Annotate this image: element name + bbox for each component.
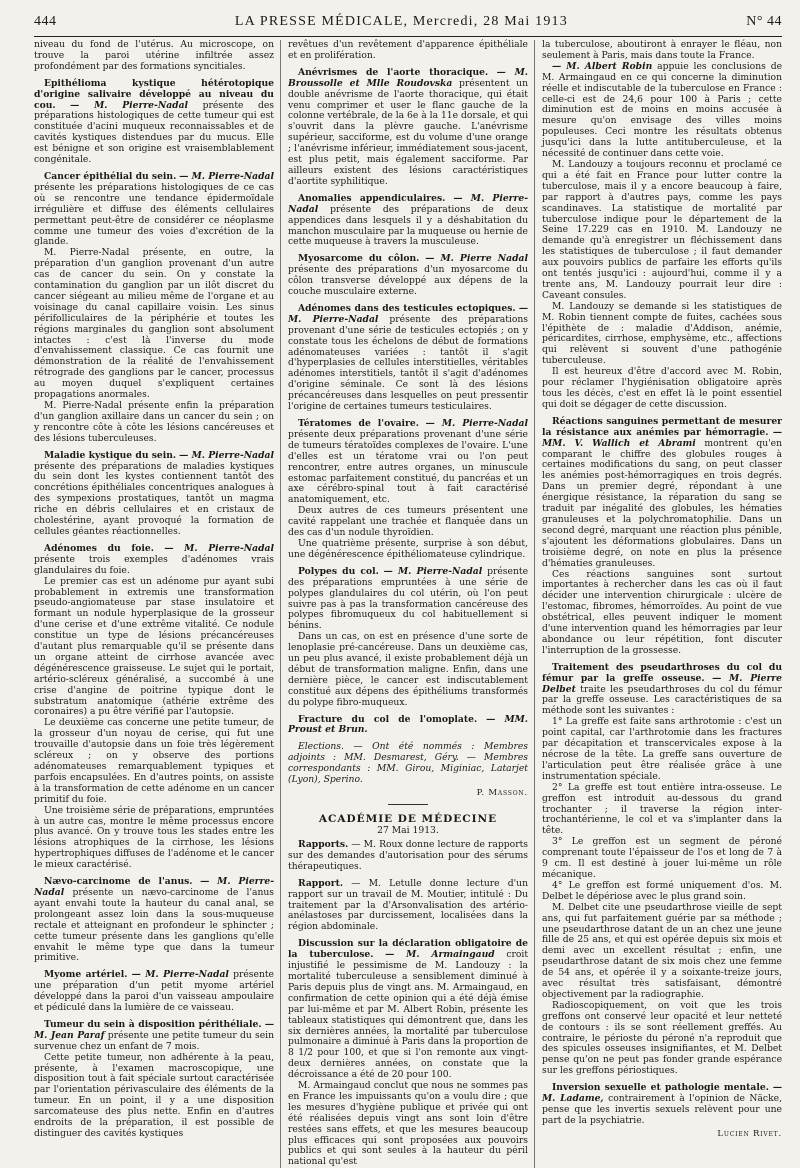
- column-1: [34, 40, 274, 1168]
- entry: Myome artériel. — M. Pierre-Nadal présente une préparation d'un petit myome artériel développé dans la paroi d'un vaisseau ampoulaire et pédiculé dans la lumière de ce vaisseau.: [34, 969, 274, 1014]
- publication-title: LA PRESSE MÉDICALE, Mercredi, 28 Mai 1913: [234, 14, 568, 29]
- entry: Fracture du col de l'omoplate. — MM. Proust et Brun.: [288, 713, 528, 736]
- paragraph: Il est heureux d'être d'accord avec M. Robin, pour réclamer l'hygiénisation obligatoire après tous les décès, c'est en effet là le point essentiel qui doit se dégager de cette discussion.: [542, 366, 782, 410]
- paragraph: M. Delbet cite une pseudarthrose vieille de sept ans, qui fut parfaitement guérie par sa méthode ; une pseudarthrose datant de un an chez une jeune fille de 25 ans, et qui est opérée depuis six mois et demi avec un excellent résultat ; enfin, une pseudarthrose datant de six mois chez une femme de 54 ans, et opérée il y a soixante-treize jours, avec résultat très satisfaisant, démontré objectivement par la radiographie.: [542, 901, 782, 1000]
- paragraph: Le premier cas est un adénome pur ayant subi probablement in extremis une transformation pseudo-angiomateuse par stase insulatoire et formant un nodule hyperplasique de la grosseur d'une cerise et d'une extrême vitalité. Ce nodule constitue un type de lésions précancéreuses d'autant plus remarquable qu'il se présente dans un organe atteint de cirrhose avancée avec dégénérescence graisseuse. Le sujet qui le portait, artério-scléreux généralisé, a succombé à une crise d'angine de poitrine typique dont le substratum anatomique (athérie extrême des coronaires) a pu être vérifié par l'autopsie.: [34, 575, 274, 718]
- paragraph: revêtues d'un revêtement d'apparence épithéliale et en prolifération.: [288, 39, 528, 61]
- entry: Adénomes dans des testicules ectopiques. — M. Pierre-Nadal présente des préparations provenant d'une série de testicules ectopiés ; on y constate tous les échelons de début de formations adénomateuses variées : tantôt il s'agit d'hyperplasies de cellules interstitielles, véritables adénomes interstitiels, tantôt il s'agit d'adénomes d'origine séminale. Ce sont là des lésions précancéreuses dans lesquelles on peut pressentir l'origine de certaines tumeurs testiculaires.: [288, 302, 529, 413]
- paragraph: la tuberculose, aboutiront à enrayer le fléau, non seulement à Paris, mais dans toute la France.: [542, 39, 782, 61]
- section-divider: [388, 804, 428, 805]
- paragraph: Cette petite tumeur, non adhérente à la peau, présente, à l'examen macroscopique, une disposition tout à fait spéciale surtout caractérisée par l'orientation périvasculaire des éléments de la tumeur. En un point, il y a une disposition sarcomateuse des plus nette. Enfin en d'autres endroits de la préparation, il est possible de distinguer des cavités kystiques: [34, 1051, 274, 1139]
- entry: Tératomes de l'ovaire. — M. Pierre-Nadal présente deux préparations provenant d'une série de tumeurs tératoïdes complexes de l'ovaire. L'une d'elles est un tératome vrai ou l'on peut rencontrer, entre autres organes, un minuscule estomac parfaitement constitué, du pancréas et un axe cérébro-spinal tout à fait caractérisé anatomiquement, etc.: [288, 418, 529, 506]
- entry: Rapport. — M. Letulle donne lecture d'un rapport sur un travail de M. Moutier, intitulé : Du traitement par la d'Arsonvalisation des artério-anélastoses par durcissement, localisées dans la région abdominale.: [288, 877, 529, 933]
- entry: Nævo-carcinome de l'anus. — M. Pierre-Nadal présente un nævo-carcinome de l'anus ayant envahi toute la hauteur du canal anal, se prolongeant assez loin dans la sous-muqueuse rectale et atteignant en profondeur le sphincter ; cette tumeur présente dans les ganglions qu'elle envahit le même type que dans la tumeur primitive.: [34, 876, 275, 964]
- section-title: ACADÉMIE DE MÉDECINE: [318, 813, 498, 825]
- list-item: 1° La greffe est faite sans arthrotomie : c'est un point capital, car l'arthrotomie dans les fractures par décapitation et transcervicales expose à la nécrose de la tête. La greffe sans ouverture de l'articulation peut être réalisée grâce à une instrumentation spéciale.: [542, 716, 782, 782]
- paragraph: Le deuxième cas concerne une petite tumeur, de la grosseur d'un noyau de cerise, qui fut une trouvaille d'autopsie dans un foie très légèrement scléreux ; on y observe des portions adénomateuses remarquablement typiques et parfois encapsulées. En d'autres points, on assiste à la transformation de cette adénome en un cancer primitif du foie.: [34, 717, 274, 805]
- paragraph: — M. Albert Robin appuie les conclusions de M. Armaingaud en ce qui concerne la diminution réelle et indiscutable de la tuberculose en France : celle-ci est de 24,6 pour 100 à Paris ; cette diminution est de moins en moins accusée à mesure qu'on envisage des villes moins populeuses. Ceci montre les résultats obtenus jusqu'ici dans la lutte antituberculeuse, et la nécessité de continuer dans cette voie.: [542, 60, 783, 160]
- entry: Anomalies appendiculaires. — M. Pierre-Nadal présente des préparations de deux appendices dans lesquels il y a déshabitation du manchon musculaire par la muqueuse ou hernie de cette muqueuse à travers la musculeuse.: [288, 192, 529, 248]
- paragraph: M. Landouzy a toujours reconnu et proclamé ce qui a été fait en France pour lutter contre la tuberculose, mais il y a encore beaucoup à faire, par rapport à d'autres pays, comme les pays scandinaves. La statistique de mortalité par tuberculose indique pour le département de la Seine 17.229 cas en 1910. M. Landouzy ne demande qu'à enregistrer un fléchissement dans les statistiques de tuberculose ; il faut demander aux pouvoirs publics de parfaire les efforts qu'ils ont tentés jusqu'ici : aujourd'hui, comme il y a trente ans, M. Landouzy pourrait leur dire : Caveant consules.: [542, 158, 782, 301]
- entry: Polypes du col. — M. Pierre-Nadal présente des préparations empruntées à une série de polypes glandulaires du col utérin, où l'on peut suivre pas à pas la transformation cancéreuse des polypes fibromuqueux du col habituellement si bénins.: [288, 565, 529, 632]
- paragraph: Ces réactions sanguines sont surtout importantes à rechercher dans les cas où il faut décider une intervention chirurgicale : ulcère de l'estomac, fibromes, hémorroïdes. Au point de vue obstétrical, elles peuvent indiquer le moment d'une intervention quand les hémorragies par leur abondance ou leur répétition, font discuter l'interruption de la grossesse.: [542, 568, 782, 656]
- signature: P. Masson.: [476, 788, 528, 798]
- entry: Adénomes du foie. — M. Pierre-Nadal présente trois exemples d'adénomes vrais glandulaires du foie.: [34, 542, 274, 576]
- list-item: 4° Le greffon est formé uniquement d'os. M. Delbet le dépériose avec le plus grand soin.: [542, 879, 782, 902]
- paragraph: Une troisième série de préparations, empruntées à un autre cas, montre le même processus encore plus avancé. On y trouve tous les stades entre les lésions atrophiques de la cirrhose, les lésions hypertrophiques diffuses de l'adénome et le cancer le mieux caractérisé.: [34, 804, 274, 871]
- entry: Réactions sanguines permettant de mesurer la résistance aux anémies par hémorragie. — MM. V. Wallich et Abrami montrent qu'en comparant le chiffre des globules rouges à certaines modifications du sang, on peut classer les anémies post-hémorragiques en trois degrés. Dans un premier degré, répondant à une énergique résistance, la réparation du sang se traduit par inégalité des globules, les hématies granuleuses et la polychromatophilie. Dans un second degré, marquant une réaction plus pénible, s'ajoutent les déformations globulaires. Dans un troisième degré, on note en plus la présence d'hématies granuleuses.: [542, 415, 783, 569]
- paragraph: Deux autres de ces tumeurs présentent une cavité rappelant une trachée et flanquée dans un des cas d'un nodule thyroïdien.: [288, 505, 528, 539]
- entry: Anévrismes de l'aorte thoracique. — M. Broussolle et Mlle Roudovska présentent un double anévrisme de l'aorte thoracique, qui était venu comprimer et user le flanc gauche de la colonne vertébrale, de la 6e à la 11e dorsale, et qui s'ouvrit dans la plèvre gauche. L'anévrisme supérieur, sacciforme, est du volume d'une orange ; l'anévrisme inférieur, immédiatement sous-jacent, est plus petit, mais également sacciforme. Par ailleurs existent des lésions caractéristiques d'aortite syphilitique.: [288, 66, 529, 187]
- elections-notice: Elections. — Ont été nommés : Membres adjoints : MM. Desmarest, Géry. — Membres correspondants : MM. Girou, Miginiac, Latarjet (Lyon), Sperino.: [288, 741, 528, 786]
- entry: Discussion sur la déclaration obligatoire de la tuberculose. — M. Armaingaud croit injustifié le pessimisme de M. Landouzy : la mortalité tuberculeuse a sensiblement diminué à Paris depuis plus de vingt ans. M. Armaingaud, en confirmation de cette opinion qui a été déjà émise par lui-même et par M. Albert Robin, présente les tableaux statistiques qui démontrent que, dans les six dernières années, la mortalité par tuberculose pulmonaire a diminué à Paris dans la proportion de 8 1/2 pour 100, et que si l'on remonte aux vingt-deux dernières années, on constate que la décroissance a été de 20 pour 100.: [288, 938, 529, 1081]
- entry: Tumeur du sein à disposition périthéliale. — M. Jean Paraf présente une petite tumeur du sein survenue chez un enfant de 7 mois.: [34, 1018, 275, 1052]
- entry: Myosarcome du côlon. — M. Pierre Nadal présente des préparations d'un myosarcome du côlon transverse développé aux dépens de la couche musculaire externe.: [288, 253, 528, 298]
- entry: Inversion sexuelle et pathologie mentale. — M. Ladame, contrairement à l'opinion de Näcke, pense que les invertis sexuels relèvent pour une part de la psychiatrie.: [542, 1082, 782, 1126]
- paragraph: Radioscopiquement, on voit que les trois greffons ont conservé leur opacité et leur netteté de contours : ils se sont réellement greffés. Au contraire, le périoste du péroné n'a reproduit que des spicules osseuses insignifiantes, et M. Delbet pense qu'on ne peut pas fonder grande espérance sur les greffons périostiques.: [542, 999, 782, 1077]
- paragraph: M. Pierre-Nadal présente, en outre, la préparation d'un ganglion provenant d'un autre cas de cancer du sein. On y constate la contamination du ganglion par un ilôt discret du cancer siégeant au milieu même de l'organe et au voisinage du canal capillaire voisin. Les sinus périfolliculaires de la périphérie et toutes les régions marginales du ganglion sont absolument intactes : c'est là l'inverse du mode d'envahissement classique. Ce cas fournit une démonstration de la réalité de l'envahissement rétrograde des ganglions par le cancer, processus au moyen duquel s'expliquent certaines propagations anormales.: [34, 247, 274, 401]
- entry: Maladie kystique du sein. — M. Pierre-Nadal présente des préparations de maladies kystiques du sein dont les kystes contiennent tantôt des concrétions épithéliales concentriques analogues à des sympexions prostatiques, tantôt un magma riche en débris cellulaires et en cristaux de cholestérine, ayant provoqué la formation de cellules géantes réactionnelles.: [34, 449, 274, 537]
- entry: Cancer épithélial du sein. — M. Pierre-Nadal présente les préparations histologiques de ce cas où se rencontre une tendance épidermoïdale irrégulière et diffuse des éléments cellulaires permettant peut-être de considérer ce néoplasme comme une tumeur des voies d'excrétion de la glande.: [34, 170, 275, 248]
- column-3: [542, 40, 782, 1168]
- section-date: 27 Mai 1913.: [377, 825, 439, 836]
- paragraph: M. Armaingaud conclut que nous ne sommes pas en France les impuissants qu'on a voulu dire ; que les mesures d'hygiène publique et privée qui ont été réalisées depuis vingt ans sont loin d'être restées sans effets, et que les mesures beaucoup plus efficaces qui sont proposées aux pouvoirs publics et qui sont seules à la hauteur du péril national qu'est: [288, 1080, 528, 1168]
- paragraph: M. Landouzy se demande si les statistiques de M. Robin tiennent compte de fuites, cachées sous l'épithète de : maladie d'Addison, anémie, péricardites, cirrhose, emphysème, etc., affections qui relèvent si souvent d'une pathogénie tuberculeuse.: [542, 300, 782, 367]
- paragraph: niveau du fond de l'utérus. Au microscope, on trouve la paroi utérine infiltrée assez profondément par des formations syncitiales.: [34, 39, 274, 72]
- paragraph: M. Pierre-Nadal présente enfin la préparation d'un ganglion axillaire dans un cancer du sein ; on y rencontre côte à côte les lésions cancéreuses et des lésions tuberculeuses.: [34, 400, 274, 444]
- signature: Lucien Rivet.: [717, 1128, 782, 1139]
- entry: Rapports. — M. Roux donne lecture de rapports sur des demandes d'autorisation pour des sérums thérapeutiques.: [288, 839, 529, 872]
- page-header: [34, 14, 782, 37]
- entry: Epithélioma kystique hétérotopique d'origine salivaire développé au niveau du cou. — M. Pierre-Nadal présente des préparations histologiques de cette tumeur qui est constituée d'acini muqueux reconnaissables et de cavités kystiques distendues par du mucus. Elle est bénigne et son origine est vraisemblablement congénitale.: [34, 77, 275, 166]
- issue-number: N° 44: [746, 14, 782, 29]
- paragraph: Une quatrième présente, surprise à son début, une dégénérescence épithéliomateuse cylindrique.: [288, 537, 528, 560]
- entry: Traitement des pseudarthroses du col du fémur par la greffe osseuse. — M. Pierre Delbet traite les pseudarthroses du col du fémur par la greffe osseuse. Les caractéristiques de sa méthode sont les suivantes :: [542, 661, 782, 717]
- list-item: 2° La greffe est tout entière intra-osseuse. Le greffon est introduit au-dessous du grand trochanter ; il traverse la région inter-trochantérienne, le col et va s'implanter dans la tête.: [542, 781, 782, 837]
- text-columns: [34, 39, 783, 1168]
- list-item: 3° Le greffon est un segment de péroné comprenant toute l'épaisseur de l'os et long de 7 à 9 cm. Il est destiné à jouer lui-même un rôle mécanique.: [542, 836, 782, 880]
- paragraph: Dans un cas, on est en présence d'une sorte de lenoplasie pré-cancéreuse. Dans un deuxième cas, un peu plus avancé, il existe probablement déjà un début de transformation maligne. Enfin, dans une dernière pièce, le cancer est indiscutablement constitué aux dépens des épithéliums transformés du polype fibro-muqueux.: [288, 631, 528, 708]
- column-2: [288, 40, 528, 1168]
- page-number: 444: [34, 14, 57, 29]
